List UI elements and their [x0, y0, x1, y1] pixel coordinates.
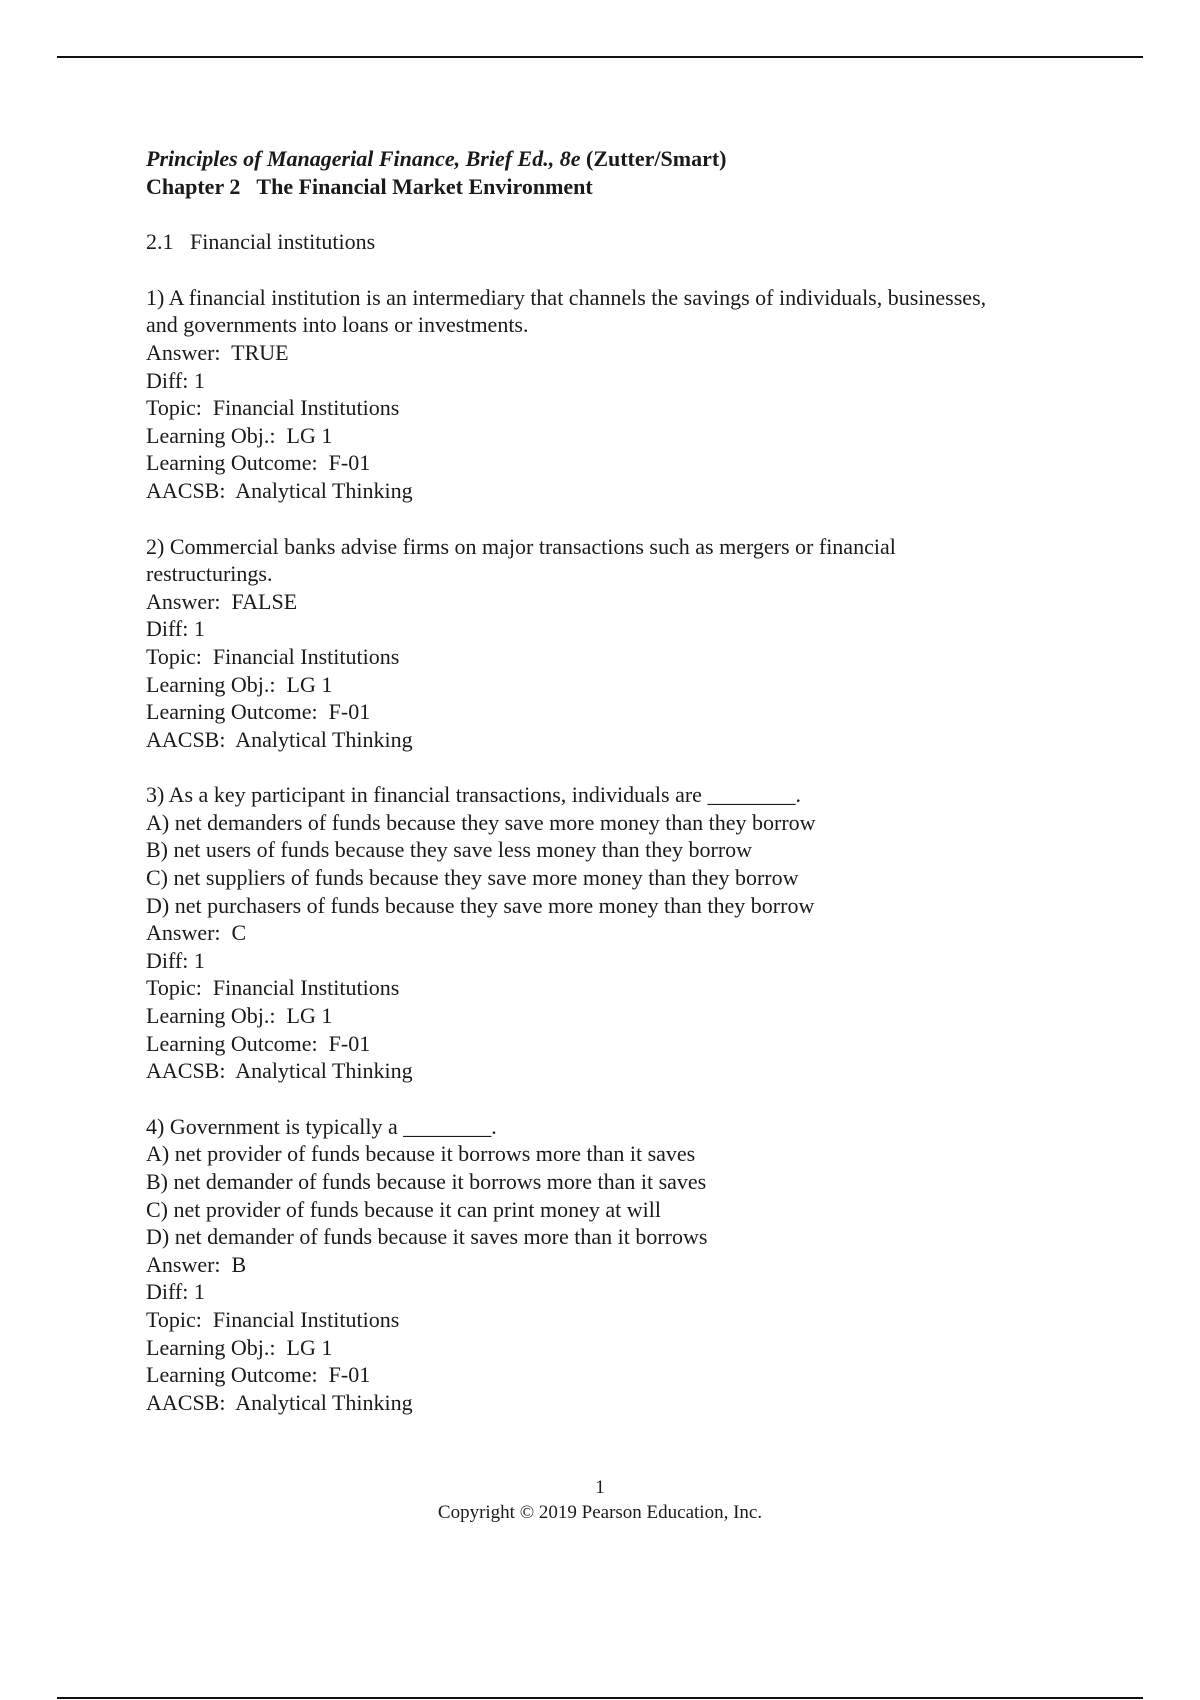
aacsb-line: AACSB: Analytical Thinking	[146, 726, 413, 752]
learning-objective-line: Learning Obj.: LG 1	[146, 671, 333, 697]
learning-outcome-line: Learning Outcome: F-01	[146, 1362, 371, 1388]
answer-choice: D) net purchasers of funds because they save more money than they borrow	[146, 892, 815, 918]
difficulty-line: Diff: 1	[146, 1279, 205, 1305]
answer-choice: D) net demander of funds because it saves more than it borrows	[146, 1224, 708, 1250]
answer-line: Answer: B	[146, 1251, 247, 1277]
learning-objective-line: Learning Obj.: LG 1	[146, 422, 333, 448]
answer-choice: B) net users of funds because they save less money than they borrow	[146, 837, 753, 863]
answer-choice: A) net demanders of funds because they save more money than they borrow	[146, 809, 816, 835]
question-list	[146, 284, 1146, 1417]
book-title	[146, 145, 1146, 173]
answer-choice: A) net provider of funds because it borrows more than it saves	[146, 1141, 696, 1167]
answer-line: Answer: TRUE	[146, 339, 289, 365]
section-heading: 2.1 Financial institutions	[146, 229, 376, 255]
question-stem-line: restructurings.	[146, 561, 273, 587]
learning-outcome-line: Learning Outcome: F-01	[146, 699, 371, 725]
aacsb-line: AACSB: Analytical Thinking	[146, 477, 413, 503]
question-stem-line: 2) Commercial banks advise firms on major transactions such as mergers or financial	[146, 533, 896, 559]
question-stem-line: 3) As a key participant in financial transactions, individuals are ________.	[146, 782, 801, 808]
bottom-rule	[57, 1697, 1143, 1699]
question-block	[146, 533, 1146, 754]
answer-choice: C) net provider of funds because it can print money at will	[146, 1196, 662, 1222]
question-block	[146, 781, 1146, 1085]
learning-objective-line: Learning Obj.: LG 1	[146, 1334, 333, 1360]
book-title-italic: Principles of Managerial Finance, Brief Ed., 8e	[146, 146, 581, 171]
answer-choice: B) net demander of funds because it borrows more than it saves	[146, 1169, 707, 1194]
aacsb-line: AACSB: Analytical Thinking	[146, 1389, 413, 1415]
learning-objective-line: Learning Obj.: LG 1	[146, 1003, 333, 1029]
answer-line: Answer: FALSE	[146, 588, 298, 614]
copyright-notice: Copyright © 2019 Pearson Education, Inc.	[437, 1502, 763, 1523]
difficulty-line: Diff: 1	[146, 616, 205, 642]
question-block	[146, 1113, 1146, 1417]
chapter-heading: Chapter 2 The Financial Market Environment	[146, 173, 593, 199]
answer-line: Answer: C	[146, 920, 247, 946]
question-stem-line: 1) A financial institution is an intermediary that channels the savings of individuals, businesses,	[146, 284, 987, 310]
difficulty-line: Diff: 1	[146, 947, 205, 973]
topic-line: Topic: Financial Institutions	[146, 1306, 400, 1332]
topic-line: Topic: Financial Institutions	[146, 643, 400, 669]
page-content	[146, 145, 1146, 1416]
difficulty-line: Diff: 1	[146, 367, 205, 393]
topic-line: Topic: Financial Institutions	[146, 395, 400, 421]
page-number: 1	[595, 1477, 605, 1498]
question-stem-line: 4) Government is typically a ________.	[146, 1113, 497, 1139]
question-stem-line: and governments into loans or investments.	[146, 312, 529, 338]
learning-outcome-line: Learning Outcome: F-01	[146, 450, 371, 476]
aacsb-line: AACSB: Analytical Thinking	[146, 1058, 413, 1084]
topic-line: Topic: Financial Institutions	[146, 975, 400, 1001]
top-rule	[57, 56, 1143, 58]
learning-outcome-line: Learning Outcome: F-01	[146, 1030, 371, 1056]
answer-choice: C) net suppliers of funds because they save more money than they borrow	[146, 865, 799, 891]
book-authors: (Zutter/Smart)	[586, 146, 727, 171]
question-block	[146, 284, 1146, 505]
